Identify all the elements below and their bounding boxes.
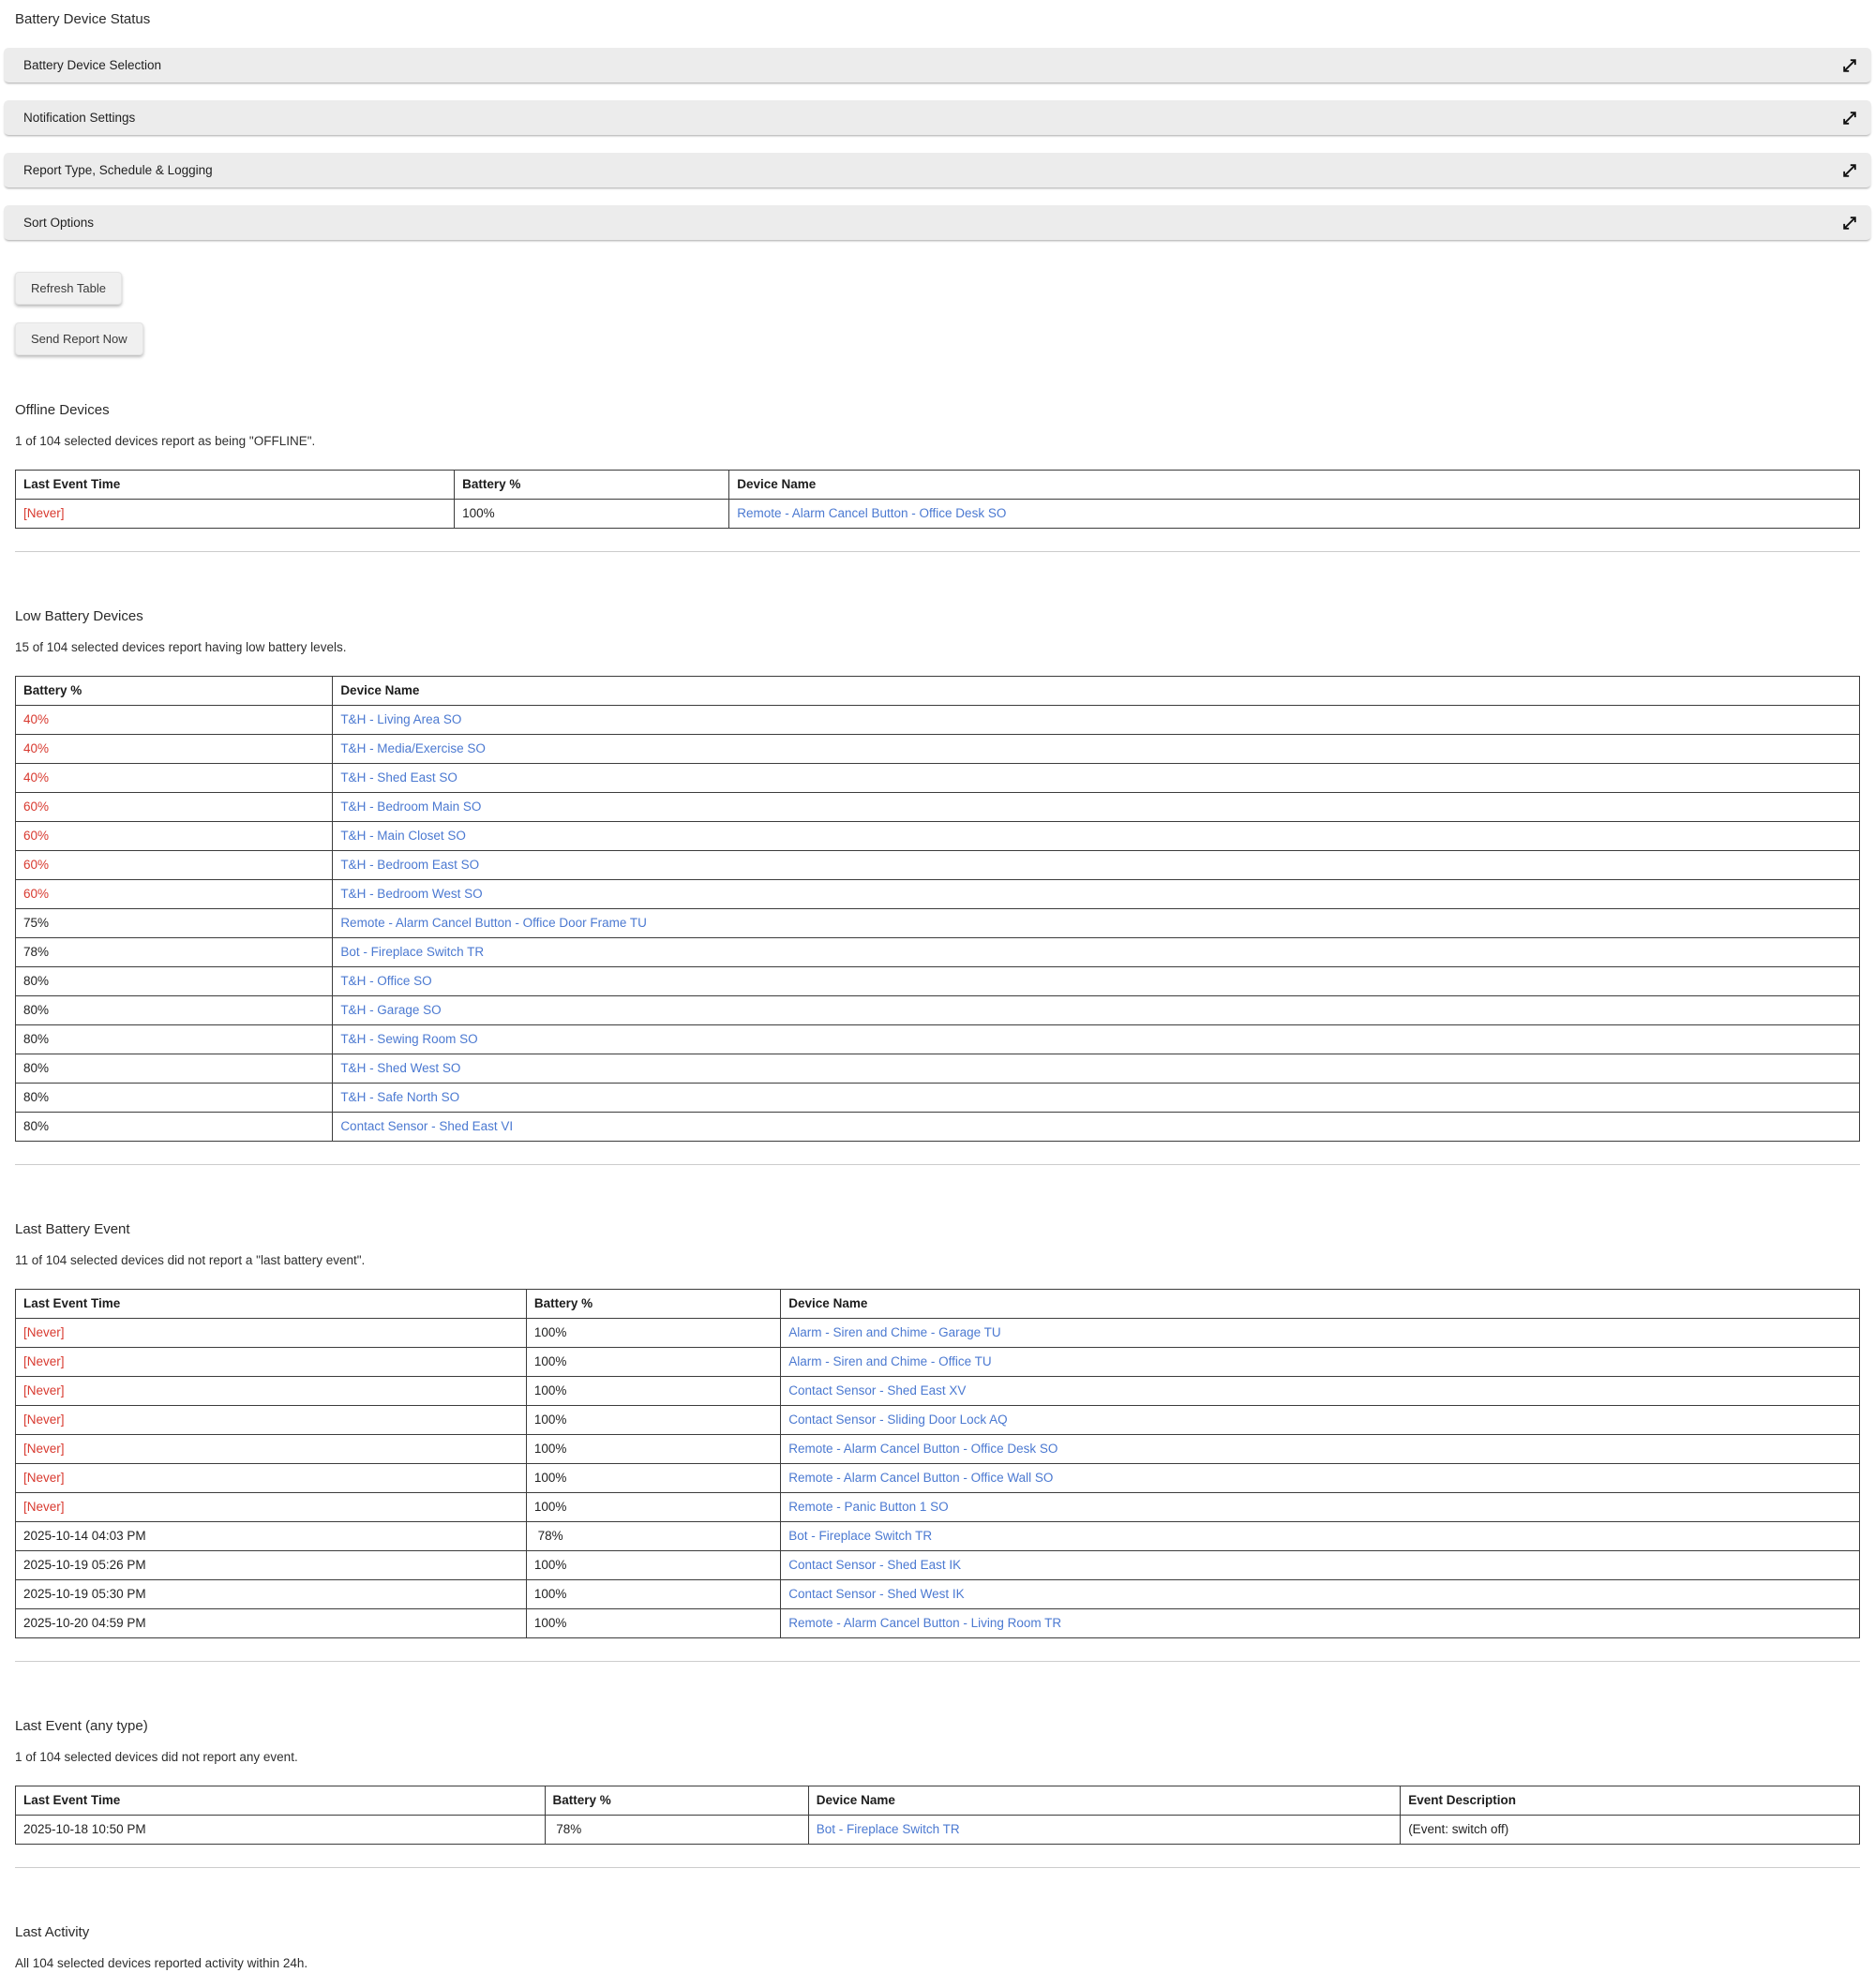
device-link[interactable]: T&H - Garage SO [340, 1003, 442, 1017]
data-cell: 100% [526, 1406, 780, 1435]
column-header: Battery % [455, 471, 729, 500]
table-row [16, 996, 1860, 1025]
offline-devices-table [15, 470, 1860, 529]
device-link[interactable]: Bot - Fireplace Switch TR [816, 1822, 960, 1836]
device-cell [333, 735, 1860, 764]
panel-label: Battery Device Selection [23, 58, 162, 72]
data-cell: 100% [526, 1319, 780, 1348]
data-cell: 100% [526, 1580, 780, 1609]
table-row [16, 967, 1860, 996]
section-divider [15, 1661, 1860, 1662]
table-row [16, 1609, 1860, 1638]
panel-label: Notification Settings [23, 111, 136, 125]
data-cell: 75% [16, 909, 333, 938]
table-row [16, 500, 1860, 529]
expand-diagonal-icon[interactable] [1840, 161, 1859, 180]
device-link[interactable]: T&H - Bedroom Main SO [340, 800, 482, 814]
alert-cell: [Never] [16, 1319, 527, 1348]
device-link[interactable]: Remote - Alarm Cancel Button - Office Door Frame TU [340, 916, 647, 930]
device-cell [781, 1522, 1860, 1551]
device-cell [333, 1025, 1860, 1054]
data-cell: 100% [455, 500, 729, 529]
alert-cell: [Never] [16, 1377, 527, 1406]
section-divider [15, 1867, 1860, 1868]
alert-cell: [Never] [16, 1435, 527, 1464]
column-header: Battery % [545, 1786, 808, 1816]
device-link[interactable]: Contact Sensor - Shed West IK [788, 1587, 965, 1601]
data-cell: 80% [16, 1054, 333, 1084]
data-cell: 2025-10-14 04:03 PM [16, 1522, 527, 1551]
column-header: Battery % [526, 1290, 780, 1319]
column-header: Device Name [729, 471, 1860, 500]
panel-sort-options[interactable] [4, 205, 1871, 240]
data-cell: 80% [16, 996, 333, 1025]
device-cell [781, 1551, 1860, 1580]
data-cell: 2025-10-19 05:26 PM [16, 1551, 527, 1580]
device-cell [333, 851, 1860, 880]
table-row [16, 909, 1860, 938]
device-link[interactable]: Bot - Fireplace Switch TR [788, 1529, 933, 1543]
data-cell: 80% [16, 967, 333, 996]
section-heading-last-battery-event: Last Battery Event [15, 1221, 130, 1237]
table-row [16, 1522, 1860, 1551]
data-cell: 100% [526, 1464, 780, 1493]
device-cell [333, 822, 1860, 851]
device-link[interactable]: T&H - Sewing Room SO [340, 1032, 478, 1046]
table-row [16, 1435, 1860, 1464]
table-header-row [16, 1786, 1860, 1816]
column-header: Device Name [333, 677, 1860, 706]
expand-diagonal-icon[interactable] [1840, 214, 1859, 232]
device-link[interactable]: Contact Sensor - Sliding Door Lock AQ [788, 1413, 1008, 1427]
data-cell: 100% [526, 1493, 780, 1522]
table-row [16, 1025, 1860, 1054]
panel-report-type-schedule-logging[interactable] [4, 153, 1871, 187]
device-cell [781, 1348, 1860, 1377]
table-row [16, 1493, 1860, 1522]
column-header: Last Event Time [16, 1290, 527, 1319]
data-cell: 100% [526, 1377, 780, 1406]
table-row [16, 851, 1860, 880]
device-link[interactable]: T&H - Safe North SO [340, 1090, 460, 1104]
table-row [16, 1464, 1860, 1493]
alert-cell: [Never] [16, 500, 455, 529]
section-divider [15, 1164, 1860, 1165]
data-cell: 78% [526, 1522, 780, 1551]
table-row [16, 1113, 1860, 1142]
device-cell [333, 1084, 1860, 1113]
device-link[interactable]: T&H - Media/Exercise SO [340, 741, 486, 755]
device-link[interactable]: T&H - Living Area SO [340, 712, 462, 726]
expand-diagonal-icon[interactable] [1840, 109, 1859, 127]
alert-cell: 40% [16, 735, 333, 764]
alert-cell: [Never] [16, 1464, 527, 1493]
device-link[interactable]: Bot - Fireplace Switch TR [340, 945, 485, 959]
device-link[interactable]: T&H - Bedroom West SO [340, 887, 483, 901]
device-link[interactable]: T&H - Shed West SO [340, 1061, 461, 1075]
last-battery-event-table [15, 1289, 1860, 1638]
device-link[interactable]: Remote - Alarm Cancel Button - Office Wall SO [788, 1471, 1054, 1485]
table-row [16, 735, 1860, 764]
device-link[interactable]: Contact Sensor - Shed East IK [788, 1558, 962, 1572]
table-header-row [16, 677, 1860, 706]
device-cell [729, 500, 1860, 529]
device-link[interactable]: Contact Sensor - Shed East XV [788, 1383, 967, 1398]
table-row [16, 1084, 1860, 1113]
table-row [16, 1580, 1860, 1609]
table-row [16, 706, 1860, 735]
section-caption-last-activity: All 104 selected devices reported activity within 24h. [15, 1956, 308, 1970]
device-cell [781, 1493, 1860, 1522]
low-battery-devices-table [15, 676, 1860, 1142]
table-row [16, 1348, 1860, 1377]
data-cell: 2025-10-19 05:30 PM [16, 1580, 527, 1609]
column-header: Event Description [1401, 1786, 1860, 1816]
section-divider [15, 551, 1860, 552]
device-link[interactable]: Alarm - Siren and Chime - Garage TU [788, 1325, 1001, 1339]
data-cell: 2025-10-18 10:50 PM [16, 1816, 546, 1845]
expand-diagonal-icon[interactable] [1840, 56, 1859, 75]
data-cell: 100% [526, 1348, 780, 1377]
data-cell: 78% [16, 938, 333, 967]
device-cell [781, 1319, 1860, 1348]
alert-cell: 40% [16, 706, 333, 735]
device-link[interactable]: T&H - Main Closet SO [340, 829, 466, 843]
section-heading-low-battery-devices: Low Battery Devices [15, 608, 143, 624]
alert-cell: 60% [16, 793, 333, 822]
device-cell [333, 967, 1860, 996]
column-header: Last Event Time [16, 1786, 546, 1816]
device-cell [333, 1054, 1860, 1084]
table-row [16, 822, 1860, 851]
data-cell: 100% [526, 1609, 780, 1638]
data-cell: 80% [16, 1025, 333, 1054]
device-cell [333, 1113, 1860, 1142]
section-caption-low-battery-devices: 15 of 104 selected devices report having low battery levels. [15, 640, 347, 654]
device-cell [333, 996, 1860, 1025]
device-cell [333, 706, 1860, 735]
section-heading-last-event-any-type: Last Event (any type) [15, 1718, 148, 1734]
last-event-any-type-table [15, 1786, 1860, 1845]
device-link[interactable]: Alarm - Siren and Chime - Office TU [788, 1354, 992, 1368]
table-header-row [16, 1290, 1860, 1319]
table-header-row [16, 471, 1860, 500]
alert-cell: 60% [16, 851, 333, 880]
table-row [16, 1551, 1860, 1580]
alert-cell: [Never] [16, 1406, 527, 1435]
table-row [16, 1816, 1860, 1845]
data-cell: (Event: switch off) [1401, 1816, 1860, 1845]
table-row [16, 1377, 1860, 1406]
data-cell: 80% [16, 1113, 333, 1142]
section-heading-last-activity: Last Activity [15, 1924, 90, 1940]
column-header: Battery % [16, 677, 333, 706]
device-cell [781, 1377, 1860, 1406]
section-caption-last-event-any-type: 1 of 104 selected devices did not report any event. [15, 1750, 298, 1764]
page-title: Battery Device Status [15, 11, 151, 27]
device-link[interactable]: Remote - Alarm Cancel Button - Office Desk SO [737, 506, 1007, 520]
send-report-now-button[interactable]: Send Report Now [15, 322, 143, 355]
column-header: Device Name [808, 1786, 1400, 1816]
panel-label: Sort Options [23, 216, 95, 230]
alert-cell: [Never] [16, 1493, 527, 1522]
table-row [16, 1406, 1860, 1435]
alert-cell: 60% [16, 880, 333, 909]
device-cell [333, 909, 1860, 938]
alert-cell: 60% [16, 822, 333, 851]
device-cell [333, 880, 1860, 909]
device-cell [333, 764, 1860, 793]
device-link[interactable]: T&H - Bedroom East SO [340, 858, 480, 872]
data-cell: 100% [526, 1551, 780, 1580]
device-link[interactable]: T&H - Shed East SO [340, 770, 458, 785]
device-cell [333, 938, 1860, 967]
device-cell [808, 1816, 1400, 1845]
device-cell [781, 1609, 1860, 1638]
table-row [16, 880, 1860, 909]
section-heading-offline-devices: Offline Devices [15, 402, 110, 418]
table-row [16, 938, 1860, 967]
device-cell [781, 1435, 1860, 1464]
data-cell: 78% [545, 1816, 808, 1845]
section-caption-offline-devices: 1 of 104 selected devices report as being "OFFLINE". [15, 434, 316, 448]
device-link[interactable]: Remote - Panic Button 1 SO [788, 1500, 949, 1514]
table-row [16, 764, 1860, 793]
table-row [16, 1054, 1860, 1084]
data-cell: 100% [526, 1435, 780, 1464]
device-cell [781, 1406, 1860, 1435]
table-row [16, 1319, 1860, 1348]
data-cell: 80% [16, 1084, 333, 1113]
column-header: Device Name [781, 1290, 1860, 1319]
alert-cell: 40% [16, 764, 333, 793]
device-link[interactable]: Contact Sensor - Shed East VI [340, 1119, 514, 1133]
panel-label: Report Type, Schedule & Logging [23, 163, 213, 177]
section-caption-last-battery-event: 11 of 104 selected devices did not report a "last battery event". [15, 1253, 366, 1267]
alert-cell: [Never] [16, 1348, 527, 1377]
column-header: Last Event Time [16, 471, 455, 500]
device-link[interactable]: Remote - Alarm Cancel Button - Living Room TR [788, 1616, 1062, 1630]
data-cell: 2025-10-20 04:59 PM [16, 1609, 527, 1638]
device-cell [333, 793, 1860, 822]
device-cell [781, 1464, 1860, 1493]
panel-battery-device-selection[interactable] [4, 48, 1871, 82]
device-link[interactable]: T&H - Office SO [340, 974, 432, 988]
device-cell [781, 1580, 1860, 1609]
device-link[interactable]: Remote - Alarm Cancel Button - Office Desk SO [788, 1442, 1058, 1456]
refresh-table-button[interactable]: Refresh Table [15, 272, 122, 305]
table-row [16, 793, 1860, 822]
panel-notification-settings[interactable] [4, 100, 1871, 135]
